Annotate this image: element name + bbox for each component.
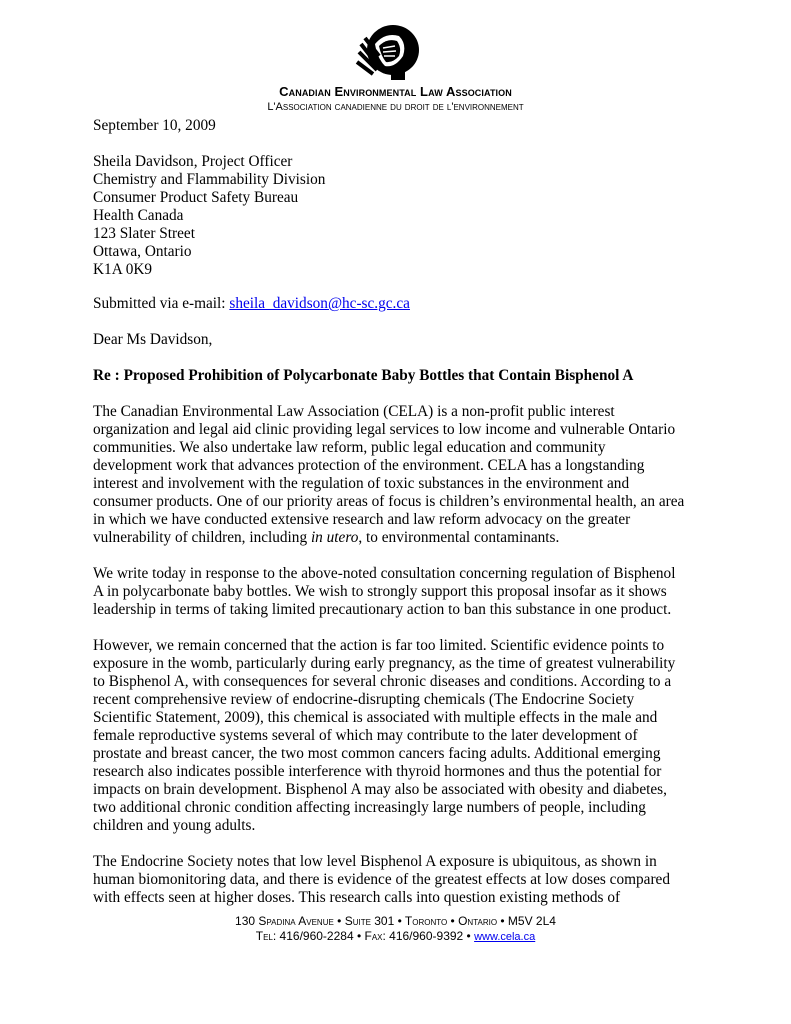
paragraph-line: female reproductive systems several of which may contribute to the later development of	[93, 727, 638, 744]
paragraph-2	[93, 565, 713, 619]
paragraph-line: leadership in terms of taking limited precautionary action to ban this substance in one product.	[93, 601, 672, 618]
paragraph-line: We write today in response to the above-noted consultation concerning regulation of Bisphenol	[93, 565, 676, 582]
subject-text: Re : Proposed Prohibition of Polycarbonate Baby Bottles that Contain Bisphenol A	[93, 367, 634, 384]
paragraph-line: The Canadian Environmental Law Association (CELA) is a non-profit public interest	[93, 403, 615, 420]
italic-text: in utero	[310, 529, 359, 546]
org-name-french: L'Association canadienne du droit de l'environnement	[267, 101, 524, 113]
recipient-line: Ottawa, Ontario	[93, 243, 192, 260]
footer-address: 130 Spadina Avenue • Suite 301 • Toronto • Ontario • M5V 2L4	[235, 914, 556, 928]
paragraph-line: children and young adults.	[93, 817, 256, 834]
paragraph-line: research also indicates possible interference with thyroid hormones and thus the potential for	[93, 763, 662, 780]
paragraph-line: prostate and breast cancer, the two most common cancers facing adults. Additional emerging	[93, 745, 661, 762]
salutation-text: Dear Ms Davidson,	[93, 331, 213, 348]
paragraph-line: human biomonitoring data, and there is evidence of the greatest effects at low doses compared	[93, 871, 670, 888]
salutation	[93, 331, 713, 349]
recipient-line: Health Canada	[93, 207, 184, 224]
recipient-line: Sheila Davidson, Project Officer	[93, 153, 293, 170]
paragraph-line: with effects seen at higher doses. This research calls into question existing methods of	[93, 889, 621, 906]
subject-line	[93, 367, 713, 385]
website-link[interactable]: www.cela.ca	[474, 931, 536, 943]
paragraph-4	[93, 853, 713, 907]
paragraph-line: communities. We also undertake law reform, public legal education and community	[93, 439, 606, 456]
paragraph-line: organization and legal aid clinic providing legal services to low income and vulnerable Ontario	[93, 421, 676, 438]
paragraph-line: in which we have conducted extensive research and law reform advocacy on the greater	[93, 511, 631, 528]
paragraph-line: However, we remain concerned that the action is far too limited. Scientific evidence points to	[93, 637, 665, 654]
date-text: September 10, 2009	[93, 117, 216, 134]
paragraph-line: recent comprehensive review of endocrine-disrupting chemicals (The Endocrine Society	[93, 691, 635, 708]
recipient-line: K1A 0K9	[93, 261, 153, 278]
footer-contact	[0, 929, 791, 943]
letter-date	[93, 117, 713, 135]
cela-logo-icon	[355, 22, 423, 82]
paragraph-line: to Bisphenol A, with consequences for several chronic diseases and conditions. According to a	[93, 673, 672, 690]
paragraph-line: two additional chronic condition affecting increasingly large numbers of people, including	[93, 799, 646, 816]
paragraph-line: Scientific Statement, 2009), this chemical is associated with multiple effects in the male and	[93, 709, 658, 726]
text-run: vulnerability of children, including	[93, 529, 311, 546]
recipient-line: Chemistry and Flammability Division	[93, 171, 326, 188]
paragraph-3	[93, 637, 713, 835]
paragraph-1	[93, 403, 713, 547]
footer-phone-fax: Tel: 416/960-2284 • Fax: 416/960-9392 •	[255, 929, 475, 943]
paragraph-line: interest and involvement with the regulation of toxic substances in the environment and	[93, 475, 630, 492]
recipient-line: 123 Slater Street	[93, 225, 195, 242]
org-name: Canadian Environmental Law Association	[279, 84, 512, 99]
paragraph-line: consumer products. One of our priority areas of focus is children’s environmental health, an area	[93, 493, 685, 510]
paragraph-line: impacts on brain development. Bisphenol A may also be associated with obesity and diabetes,	[93, 781, 667, 798]
paragraph-line: exposure in the womb, particularly during early pregnancy, as the time of greatest vulnerability	[93, 655, 676, 672]
paragraph-line	[93, 529, 713, 547]
text-run: , to environmental contaminants.	[358, 529, 560, 546]
paragraph-line: A in polycarbonate baby bottles. We wish to strongly support this proposal insofar as it shows	[93, 583, 667, 600]
paragraph-line: development work that advances protection of the environment. CELA has a longstanding	[93, 457, 645, 474]
recipient-line: Consumer Product Safety Bureau	[93, 189, 299, 206]
email-link[interactable]: sheila_davidson@hc-sc.gc.ca	[229, 295, 410, 312]
submitted-via	[93, 295, 713, 313]
submitted-label: Submitted via e-mail:	[93, 295, 230, 312]
recipient-address	[93, 153, 713, 279]
paragraph-line: The Endocrine Society notes that low level Bisphenol A exposure is ubiquitous, as shown in	[93, 853, 657, 870]
